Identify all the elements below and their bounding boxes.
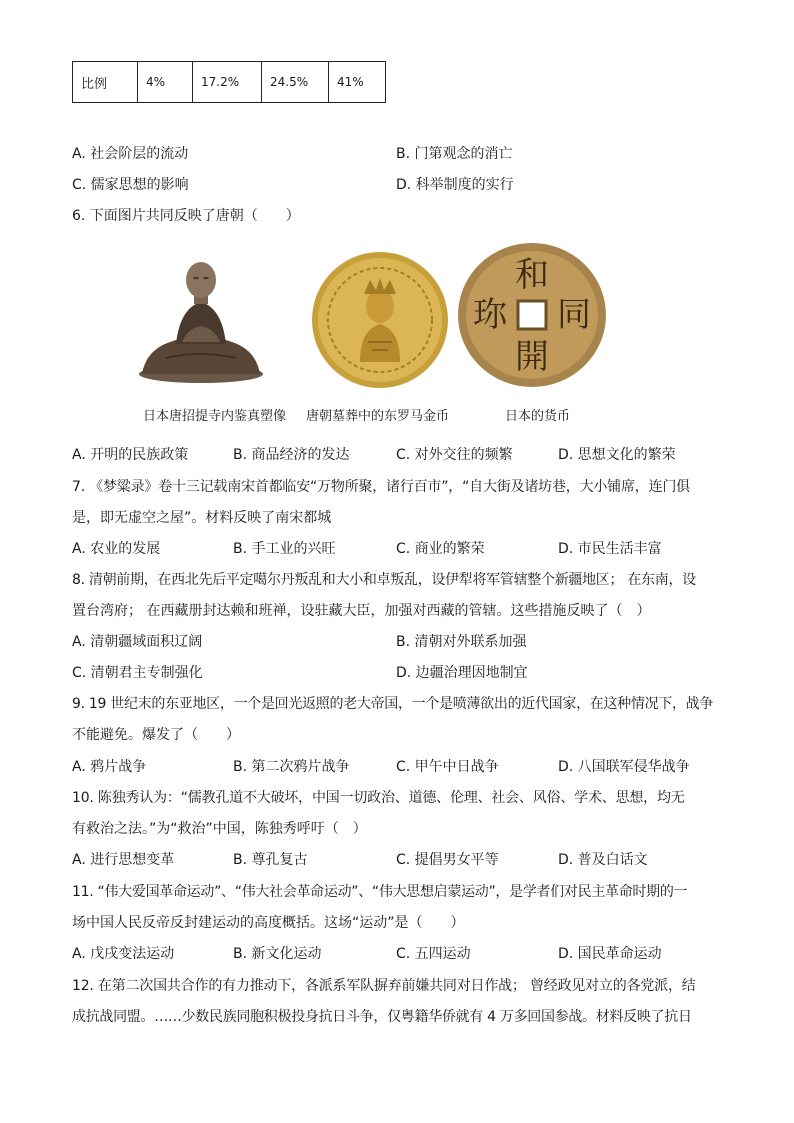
q6-option-c: C. 对外交往的频繁 bbox=[396, 447, 513, 463]
coin-char-left: 珎 bbox=[473, 295, 507, 335]
wadokaichin-coin-image bbox=[456, 242, 608, 388]
q5-option-d: D. 科举制度的实行 bbox=[396, 177, 514, 193]
q10-option-a: A. 进行思想变革 bbox=[72, 852, 175, 868]
caption-statue: 日本唐招提寺内鉴真塑像 bbox=[143, 409, 287, 424]
q8-option-d: D. 边疆治理因地制宜 bbox=[396, 665, 528, 681]
q10-line-1: 10. 陈独秀认为：“儒教孔道不大破坏，中国一切政治、道德、伦理、社会、风俗、学术、思想，均无 bbox=[72, 790, 685, 806]
q11-option-a: A. 戊戌变法运动 bbox=[72, 946, 175, 962]
q6-stem: 6. 下面图片共同反映了唐朝（ ） bbox=[72, 208, 300, 224]
q10-option-b: B. 尊孔复古 bbox=[233, 852, 308, 868]
q7-option-d: D. 市民生活丰富 bbox=[558, 541, 662, 557]
table-cell: 41% bbox=[329, 62, 386, 103]
q11-option-d: D. 国民革命运动 bbox=[558, 946, 662, 962]
jianzhen-statue-image bbox=[136, 258, 266, 384]
byzantine-gold-coin-image bbox=[310, 250, 450, 390]
q7-line-1: 7. 《梦粱录》卷十三记载南宋首都临安“万物所聚，诸行百市”，“自大街及诸坊巷，大小铺席，连门俱 bbox=[72, 479, 690, 495]
q8-option-b: B. 清朝对外联系加强 bbox=[396, 634, 527, 650]
table-cell: 24.5% bbox=[262, 62, 329, 103]
caption-gold-coin: 唐朝墓葬中的东罗马金币 bbox=[306, 409, 450, 424]
q6-option-a: A. 开明的民族政策 bbox=[72, 447, 189, 463]
table-cell: 4% bbox=[138, 62, 193, 103]
q5-option-b: B. 门第观念的消亡 bbox=[396, 146, 513, 162]
q10-option-d: D. 普及白话文 bbox=[558, 852, 648, 868]
q6-option-b: B. 商品经济的发达 bbox=[233, 447, 350, 463]
coin-char-top: 和 bbox=[515, 255, 549, 295]
q7-option-c: C. 商业的繁荣 bbox=[396, 541, 485, 557]
q8-line-2: 置台湾府； 在西藏册封达赖和班禅，设驻藏大臣，加强对西藏的管辖。这些措施反映了（ ） bbox=[72, 603, 651, 619]
q6-option-d: D. 思想文化的繁荣 bbox=[558, 447, 676, 463]
q10-option-c: C. 提倡男女平等 bbox=[396, 852, 499, 868]
q11-line-2: 场中国人民反帝反封建运动的高度概括。这场“运动”是（ ） bbox=[72, 915, 465, 931]
q12-line-1: 12. 在第二次国共合作的有力推动下，各派系军队摒弃前嫌共同对日作战； 曾经政见对立的各党派，结 bbox=[72, 978, 696, 994]
coin-char-right: 同 bbox=[557, 295, 591, 335]
q11-option-b: B. 新文化运动 bbox=[233, 946, 322, 962]
q12-line-2: 成抗战同盟。……少数民族同胞积极投身抗日斗争，仅粤籍华侨就有 4 万多回国参战。材料反映了抗日 bbox=[72, 1009, 692, 1025]
q9-line-1: 9. 19 世纪末的东亚地区，一个是回光返照的老大帝国，一个是喷薄欲出的近代国家，在这种情况下，战争 bbox=[72, 696, 714, 712]
q8-option-a: A. 清朝疆域面积辽阔 bbox=[72, 634, 203, 650]
q7-line-2: 是，即无虚空之屋”。材料反映了南宋都城 bbox=[72, 510, 332, 526]
q8-line-1: 8. 清朝前期，在西北先后平定噶尔丹叛乱和大小和卓叛乱，设伊犁将军管辖整个新疆地区； 在东南，设 bbox=[72, 572, 696, 588]
q11-option-c: C. 五四运动 bbox=[396, 946, 471, 962]
coin-char-bottom: 開 bbox=[515, 337, 549, 377]
q5-option-a: A. 社会阶层的流动 bbox=[72, 146, 189, 162]
table-cell: 17.2% bbox=[193, 62, 262, 103]
table-row bbox=[73, 62, 386, 103]
q9-option-c: C. 甲午中日战争 bbox=[396, 759, 499, 775]
q11-line-1: 11. “伟大爱国革命运动”、“伟大社会革命运动”、“伟大思想启蒙运动”，是学者们对民主革命时期的一 bbox=[72, 884, 688, 900]
q10-line-2: 有救治之法。”为“救治”中国，陈独秀呼吁（ ） bbox=[72, 821, 367, 837]
q9-option-b: B. 第二次鸦片战争 bbox=[233, 759, 350, 775]
ratio-table bbox=[72, 61, 386, 103]
q7-option-a: A. 农业的发展 bbox=[72, 541, 161, 557]
table-label-cell: 比例 bbox=[73, 62, 138, 103]
q9-option-a: A. 鸦片战争 bbox=[72, 759, 147, 775]
q5-option-c: C. 儒家思想的影响 bbox=[72, 177, 189, 193]
q9-line-2: 不能避免。爆发了（ ） bbox=[72, 727, 240, 743]
q7-option-b: B. 手工业的兴旺 bbox=[233, 541, 336, 557]
q9-option-d: D. 八国联军侵华战争 bbox=[558, 759, 690, 775]
q8-option-c: C. 清朝君主专制强化 bbox=[72, 665, 203, 681]
caption-japanese-coin: 日本的货币 bbox=[505, 409, 571, 424]
